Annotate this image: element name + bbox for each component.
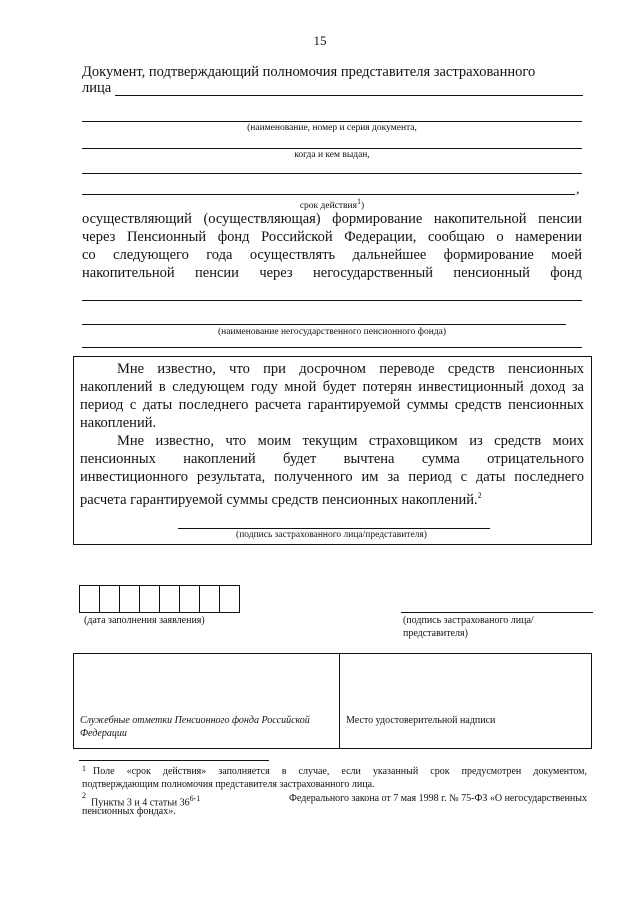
date-cells[interactable] <box>79 585 240 613</box>
npf-line-2[interactable] <box>82 324 566 325</box>
right-signature-caption-2: представителя) <box>403 628 468 639</box>
office-table <box>73 653 592 749</box>
office-left-line-2: Федерации <box>80 728 127 739</box>
header-line-1: Документ, подтверждающий полномочия представителя застрахованного <box>82 64 536 80</box>
notice-p2-line-4-text: расчета гарантируемой суммы средств пенсионных накоплений. <box>80 491 478 508</box>
footnote-2-line-2: пенсионных фондах». <box>82 806 176 817</box>
representative-line[interactable] <box>115 95 583 96</box>
right-signature-line[interactable] <box>401 612 593 613</box>
date-cell[interactable] <box>119 585 139 613</box>
validity-line[interactable] <box>82 194 575 195</box>
notice-p1-line-3: период с даты последнего расчета гарантируемой суммы средств пенсионных <box>80 397 584 413</box>
doc-name-caption: (наименование, номер и серия документа, <box>247 123 417 133</box>
notice-p2-line-4 <box>80 487 482 509</box>
doc-name-line[interactable] <box>82 121 582 122</box>
notice-p2-line-2: пенсионных накоплений будет вычтена сумма отрицательного <box>80 451 584 467</box>
footnote-2-mark: 2 <box>82 791 86 800</box>
office-left-line-1: Служебные отметки Пенсионного фонда Российской <box>80 715 310 726</box>
validity-caption <box>82 197 582 211</box>
validity-caption-close: ) <box>360 201 365 212</box>
footnote-2-part-a: Пункты 3 и 4 статьи 36 <box>91 797 190 809</box>
paragraph-line-3: со следующего года осуществлять дальнейшее формирование моей <box>82 247 582 263</box>
paragraph-line-2: через Пенсионный фонд Российской Федерации, сообщаю о намерении <box>82 229 582 245</box>
footnote-1-mark: 1 <box>82 764 86 773</box>
paragraph-line-1: осуществляющий (осуществляющая) формирование накопительной пенсии <box>82 211 582 227</box>
npf-caption: (наименование негосударственного пенсионного фонда) <box>218 327 446 337</box>
paragraph-line-4: накопительной пенсии через негосударственный пенсионный фонд <box>82 265 582 281</box>
office-table-divider <box>339 653 340 748</box>
footnote-separator <box>79 760 269 761</box>
date-cell[interactable] <box>79 585 99 613</box>
footnote-1-line-2: подтверждающим полномочия представителя застрахованного лица. <box>82 779 375 790</box>
date-cell[interactable] <box>139 585 159 613</box>
date-cell[interactable] <box>99 585 119 613</box>
notice-p1-line-1: Мне известно, что при досрочном переводе средств пенсионных <box>117 361 584 377</box>
issued-line[interactable] <box>82 148 582 149</box>
date-cell[interactable] <box>179 585 199 613</box>
date-cell[interactable] <box>219 585 240 613</box>
notice-p1-line-4: накоплений. <box>80 415 157 431</box>
footnote-1-line-1: Поле «срок действия» заполняется в случае, если указанный срок предусмотрен документом, <box>93 766 587 777</box>
office-right-label: Место удостоверительной надписи <box>346 715 496 726</box>
validity-caption-text: срок действия <box>299 201 357 212</box>
header-line-2: лица <box>82 80 112 96</box>
date-cell[interactable] <box>199 585 219 613</box>
notice-signature-line[interactable] <box>178 528 490 529</box>
issued-caption: когда и кем выдан, <box>294 150 370 160</box>
notice-p2-line-3: инвестиционного результата, полученного им за период с даты последнего <box>80 469 584 485</box>
extra-line[interactable] <box>82 173 582 174</box>
footnote-2-sup: 6-1 <box>189 794 201 803</box>
page-number: 15 <box>313 33 327 48</box>
validity-comma: , <box>576 182 580 197</box>
footnote-ref-2: 2 <box>477 491 482 500</box>
notice-signature-caption: (подпись застрахованного лица/представителя) <box>236 530 427 540</box>
notice-p2-line-1: Мне известно, что моим текущим страховщиком из средств моих <box>117 433 584 449</box>
date-caption: (дата заполнения заявления) <box>84 615 205 626</box>
footnote-2-text-b: Федерального закона от 7 мая 1998 г. № 75-ФЗ «О негосударственных <box>289 793 587 804</box>
npf-line-1[interactable] <box>82 300 582 301</box>
notice-p1-line-2: накоплений в следующем году мной будет потерян инвестиционный доход за <box>80 379 584 395</box>
npf-line-3[interactable] <box>82 347 582 348</box>
footnote-ref-1: 1 <box>356 197 361 206</box>
date-cell[interactable] <box>159 585 179 613</box>
right-signature-caption-1: (подпись застрахованого лица/ <box>403 615 534 626</box>
